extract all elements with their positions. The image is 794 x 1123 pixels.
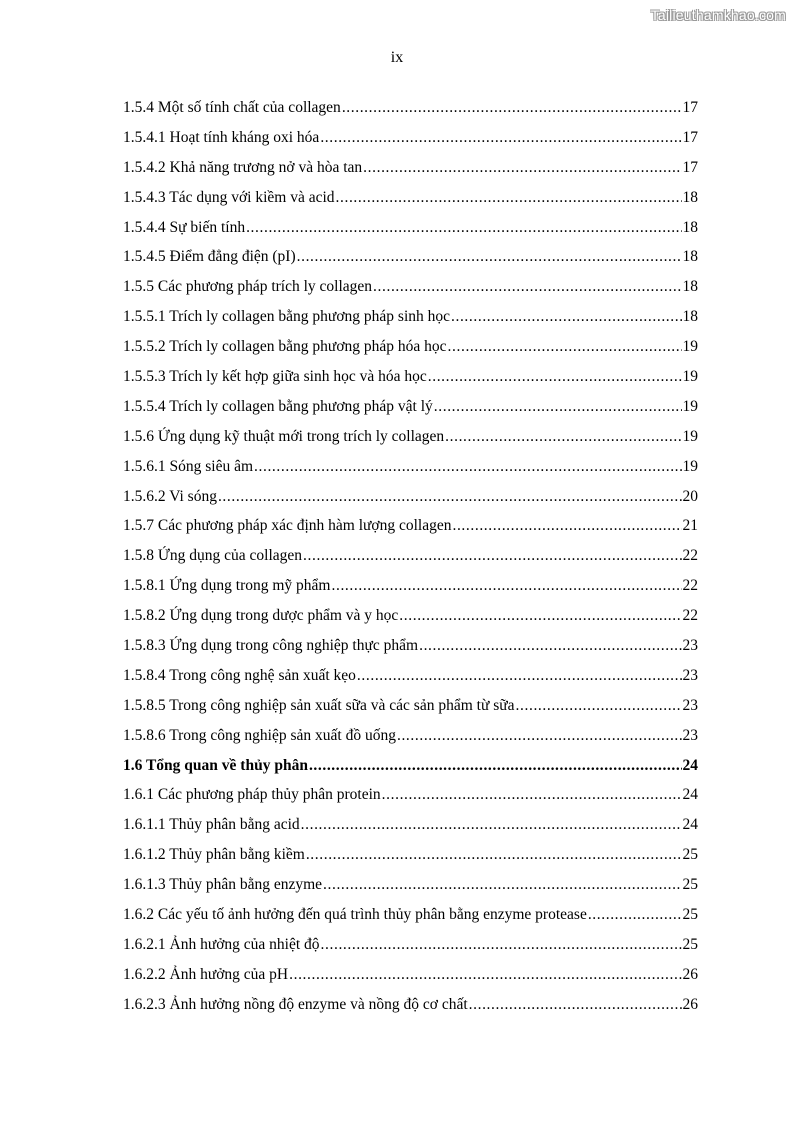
toc-dot-leader bbox=[434, 392, 682, 422]
toc-dot-leader bbox=[301, 810, 682, 840]
toc-dot-leader bbox=[382, 780, 682, 810]
toc-dot-leader bbox=[321, 930, 682, 960]
toc-entry[interactable] bbox=[123, 990, 698, 1020]
toc-entry-title: 1.5.4 Một số tính chất của collagen bbox=[123, 99, 341, 116]
toc-entry[interactable] bbox=[123, 422, 698, 452]
toc-dot-leader bbox=[451, 302, 682, 332]
toc-dot-leader bbox=[297, 242, 682, 272]
toc-entry[interactable] bbox=[123, 810, 698, 840]
toc-dot-leader bbox=[303, 541, 681, 571]
toc-entry-page: 24 bbox=[682, 816, 698, 834]
toc-entry-title: 1.6.2.2 Ảnh hưởng của pH bbox=[123, 965, 289, 983]
toc-dot-leader bbox=[428, 362, 682, 392]
toc-entry-page: 18 bbox=[682, 278, 698, 296]
toc-dot-leader bbox=[469, 990, 682, 1020]
toc-entry-page: 23 bbox=[682, 726, 698, 744]
toc-entry-page: 22 bbox=[682, 577, 698, 595]
toc-entry[interactable] bbox=[123, 900, 698, 930]
toc-entry-page: 18 bbox=[682, 188, 698, 206]
toc-entry-title: 1.5.6 Ứng dụng kỹ thuật mới trong trích ly collagen bbox=[123, 427, 445, 445]
toc-dot-leader bbox=[246, 213, 681, 243]
toc-entry[interactable] bbox=[123, 302, 698, 332]
toc-entry[interactable] bbox=[123, 332, 698, 362]
toc-entry-title: 1.5.4.3 Tác dụng với kiềm và acid bbox=[123, 188, 335, 206]
toc-entry-page: 20 bbox=[682, 487, 698, 505]
toc-entry-title: 1.5.4.4 Sự biến tính bbox=[123, 218, 246, 236]
toc-entry-title: 1.6.1.3 Thủy phân bằng enzyme bbox=[123, 876, 323, 894]
toc-dot-leader bbox=[306, 840, 682, 870]
toc-dot-leader bbox=[336, 183, 682, 213]
toc-entry[interactable] bbox=[123, 242, 698, 272]
toc-dot-leader bbox=[332, 571, 682, 601]
toc-entry-page: 25 bbox=[682, 876, 698, 894]
toc-entry[interactable] bbox=[123, 541, 698, 571]
toc-dot-leader bbox=[363, 153, 681, 183]
toc-entry-page: 19 bbox=[682, 338, 698, 356]
toc-entry-page: 24 bbox=[682, 786, 698, 804]
toc-entry[interactable] bbox=[123, 213, 698, 243]
toc-dot-leader bbox=[445, 422, 681, 452]
toc-entry[interactable] bbox=[123, 960, 698, 990]
toc-dot-leader bbox=[373, 272, 681, 302]
toc-entry-page: 17 bbox=[682, 158, 698, 176]
toc-entry-page: 26 bbox=[682, 965, 698, 983]
toc-entry-page: 24 bbox=[682, 756, 698, 774]
toc-dot-leader bbox=[419, 631, 681, 661]
toc-entry-title: 1.5.8.2 Ứng dụng trong dược phẩm và y học bbox=[123, 607, 399, 625]
toc-entry-title: 1.5.6.2 Vi sóng bbox=[123, 487, 217, 505]
toc-entry-page: 25 bbox=[682, 906, 698, 924]
toc-entry-title: 1.6.1 Các phương pháp thủy phân protein bbox=[123, 786, 381, 804]
toc-entry[interactable] bbox=[123, 452, 698, 482]
toc-entry[interactable] bbox=[123, 661, 698, 691]
toc-entry[interactable] bbox=[123, 392, 698, 422]
toc-entry-title: 1.5.8 Ứng dụng của collagen bbox=[123, 547, 303, 565]
toc-dot-leader bbox=[323, 870, 681, 900]
toc-dot-leader bbox=[448, 332, 682, 362]
toc-entry-title: 1.5.8.5 Trong công nghiệp sản xuất sữa và các sản phẩm từ sữa bbox=[123, 696, 515, 714]
toc-entry[interactable] bbox=[123, 123, 698, 153]
toc-dot-leader bbox=[254, 452, 681, 482]
watermark-text: Tailieuthamkhao.com bbox=[650, 7, 786, 23]
toc-entry-page: 18 bbox=[682, 308, 698, 326]
toc-entry-page: 23 bbox=[682, 696, 698, 714]
toc-entry[interactable] bbox=[123, 482, 698, 512]
toc-entry-page: 19 bbox=[682, 427, 698, 445]
toc-entry[interactable] bbox=[123, 93, 698, 123]
toc-entry-page: 19 bbox=[682, 397, 698, 415]
toc-dot-leader bbox=[588, 900, 682, 930]
toc-entry-page: 23 bbox=[682, 666, 698, 684]
toc-entry[interactable] bbox=[123, 870, 698, 900]
toc-entry-page: 18 bbox=[682, 218, 698, 236]
toc-entry-title: 1.5.5.2 Trích ly collagen bằng phương pháp hóa học bbox=[123, 338, 447, 356]
toc-dot-leader bbox=[357, 661, 682, 691]
toc-entry-title: 1.5.8.1 Ứng dụng trong mỹ phẩm bbox=[123, 577, 331, 595]
toc-entry[interactable] bbox=[123, 153, 698, 183]
toc-entry-title: 1.5.8.3 Ứng dụng trong công nghiệp thực phẩm bbox=[123, 637, 419, 655]
toc-entry-page: 22 bbox=[682, 607, 698, 625]
toc-entry-title: 1.6.1.1 Thủy phân bằng acid bbox=[123, 816, 300, 834]
table-of-contents bbox=[123, 93, 698, 1020]
toc-entry[interactable] bbox=[123, 362, 698, 392]
toc-entry-page: 19 bbox=[682, 368, 698, 386]
toc-dot-leader bbox=[342, 93, 682, 123]
toc-entry[interactable] bbox=[123, 631, 698, 661]
toc-entry-title: 1.6.2.1 Ảnh hưởng của nhiệt độ bbox=[123, 935, 320, 953]
toc-entry[interactable] bbox=[123, 571, 698, 601]
page-number: ix bbox=[390, 49, 404, 66]
toc-entry[interactable] bbox=[123, 511, 698, 541]
toc-entry-title: 1.5.7 Các phương pháp xác định hàm lượng collagen bbox=[123, 517, 452, 535]
toc-entry-page: 22 bbox=[682, 547, 698, 565]
toc-entry[interactable] bbox=[123, 601, 698, 631]
toc-entry-page: 23 bbox=[682, 637, 698, 655]
toc-entry-page: 19 bbox=[682, 457, 698, 475]
toc-entry-page: 18 bbox=[682, 248, 698, 266]
toc-dot-leader bbox=[452, 511, 681, 541]
toc-entry[interactable] bbox=[123, 840, 698, 870]
toc-entry-title: 1.5.5 Các phương pháp trích ly collagen bbox=[123, 278, 373, 296]
toc-entry-title: 1.5.5.4 Trích ly collagen bằng phương pháp vật lý bbox=[123, 397, 433, 415]
toc-dot-leader bbox=[399, 601, 681, 631]
toc-dot-leader bbox=[289, 960, 681, 990]
toc-entry[interactable] bbox=[123, 780, 698, 810]
toc-entry[interactable] bbox=[123, 691, 698, 721]
toc-entry-page: 21 bbox=[682, 517, 698, 535]
toc-entry-title: 1.6.1.2 Thủy phân bằng kiềm bbox=[123, 846, 305, 864]
toc-entry-title: 1.5.5.1 Trích ly collagen bằng phương pháp sinh học bbox=[123, 308, 450, 326]
toc-entry-title: 1.5.4.2 Khả năng trương nở và hòa tan bbox=[123, 158, 363, 176]
toc-entry-page: 25 bbox=[682, 935, 698, 953]
toc-entry-title: 1.5.5.3 Trích ly kết hợp giữa sinh học và hóa học bbox=[123, 368, 427, 386]
toc-entry-title: 1.6 Tổng quan về thủy phân bbox=[123, 756, 308, 774]
toc-dot-leader bbox=[397, 721, 682, 751]
toc-entry[interactable] bbox=[123, 183, 698, 213]
toc-entry-page: 17 bbox=[682, 99, 698, 116]
toc-dot-leader bbox=[309, 751, 682, 781]
toc-entry-title: 1.5.8.4 Trong công nghệ sản xuất kẹo bbox=[123, 666, 356, 684]
toc-entry[interactable] bbox=[123, 721, 698, 751]
toc-entry[interactable] bbox=[123, 272, 698, 302]
toc-entry-page: 17 bbox=[682, 128, 698, 146]
toc-dot-leader bbox=[218, 482, 682, 512]
toc-entry-page: 26 bbox=[682, 995, 698, 1013]
toc-entry-title: 1.5.4.5 Điểm đẳng điện (pI) bbox=[123, 248, 296, 266]
toc-entry-title: 1.5.4.1 Hoạt tính kháng oxi hóa bbox=[123, 128, 320, 146]
toc-entry-page: 25 bbox=[682, 846, 698, 864]
toc-entry[interactable] bbox=[123, 751, 698, 781]
toc-dot-leader bbox=[516, 691, 682, 721]
toc-entry[interactable] bbox=[123, 930, 698, 960]
toc-entry-title: 1.5.6.1 Sóng siêu âm bbox=[123, 457, 254, 475]
toc-dot-leader bbox=[320, 123, 681, 153]
toc-entry-title: 1.6.2.3 Ảnh hưởng nồng độ enzyme và nồng độ cơ chất bbox=[123, 995, 468, 1013]
toc-entry-title: 1.6.2 Các yếu tố ảnh hưởng đến quá trình thủy phân bằng enzyme protease bbox=[123, 906, 587, 924]
toc-entry-title: 1.5.8.6 Trong công nghiệp sản xuất đồ uống bbox=[123, 726, 396, 744]
